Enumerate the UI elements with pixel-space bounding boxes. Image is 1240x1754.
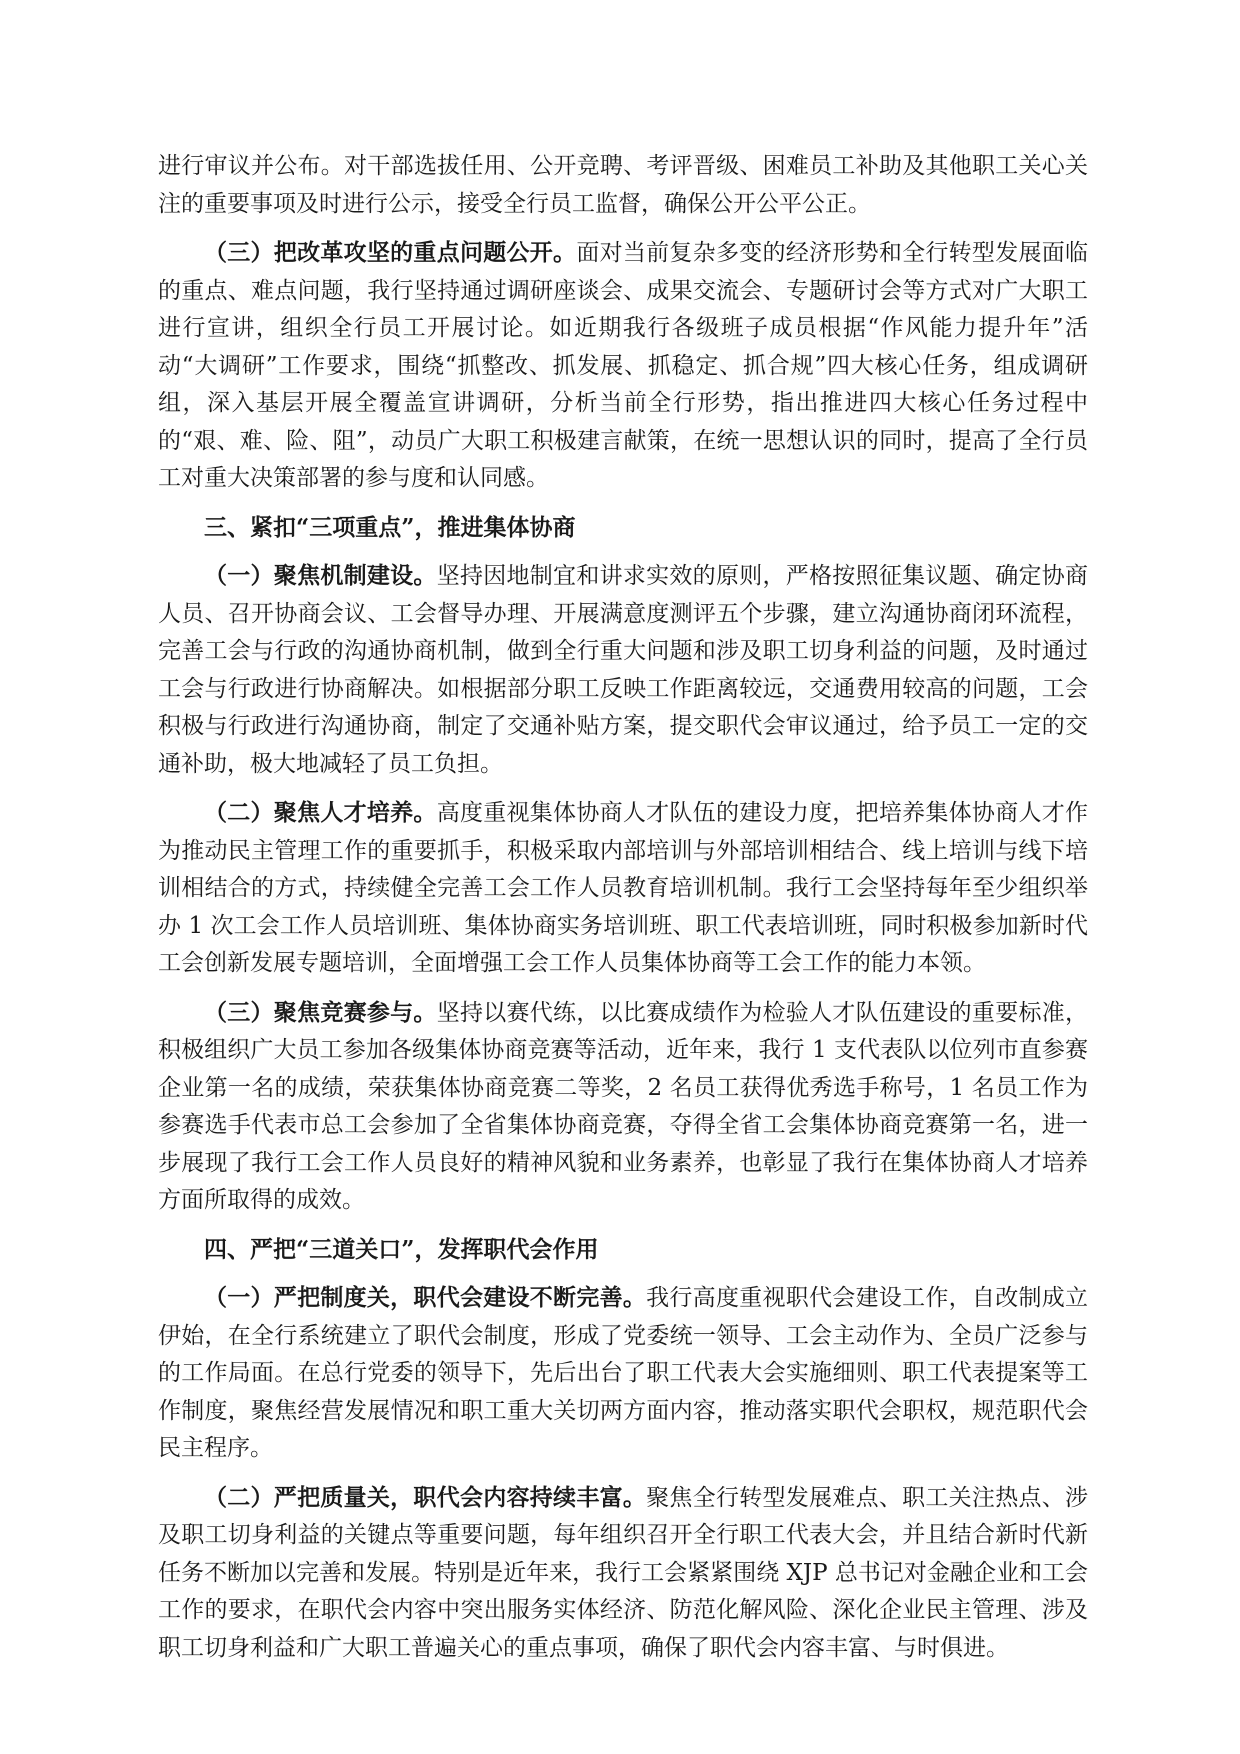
section-heading-4-text: 四、严把“三道关口”，发挥职代会作用 (204, 1235, 599, 1263)
paragraph-4-1 (158, 1279, 1088, 1468)
paragraph-3-3 (158, 994, 1088, 1220)
paragraph-3-2 (158, 794, 1088, 983)
paragraph-2 (158, 234, 1088, 498)
paragraph-4-1-text: 我行高度重视职代会建设工作，自改制成立伊始，在全行系统建立了职代会制度，形成了党委统一领导、工会主动作为、全员广泛参与的工作局面。在总行党委的领导下，先后出台了职工代表大会实施细则、职工代表提案等工作制度，聚焦经营发展情况和职工重大关切两方面内容，推动落实职代会职权，规范职代会民主程序。 (158, 1285, 1089, 1461)
paragraph-3-1-text: 坚持因地制宜和讲求实效的原则，严格按照征集议题、确定协商人员、召开协商会议、工会督导办理、开展满意度测评五个步骤，建立沟通协商闭环流程，完善工会与行政的沟通协商机制，做到全行重大问题和涉及职工切身利益的问题，及时通过工会与行政进行协商解决。如根据部分职工反映工作距离较远，交通费用较高的问题，工会积极与行政进行沟通协商，制定了交通补贴方案，提交职代会审议通过，给予员工一定的交通补助，极大地减轻了员工负担。 (158, 563, 1089, 777)
paragraph-4-2-lead: （二）严把质量关，职代会内容持续丰富。 (204, 1483, 647, 1511)
document-page (158, 148, 1088, 1678)
paragraph-1 (158, 148, 1088, 223)
section-heading-3 (158, 509, 1088, 547)
paragraph-2-text: 面对当前复杂多变的经济形势和全行转型发展面临的重点、难点问题，我行坚持通过调研座谈会、成果交流会、专题研讨会等方式对广大职工进行宣讲，组织全行员工开展讨论。如近期我行各级班子成员根据“作风能力提升年”活动“大调研”工作要求，围绕“抓整改、抓发展、抓稳定、抓合规”四大核心任务，组成调研组，深入基层开展全覆盖宣讲调研，分析当前全行形势，指出推进四大核心任务过程中的“艰、难、险、阻”，动员广大职工积极建言献策，在统一思想认识的同时，提高了全行员工对重大决策部署的参与度和认同感。 (158, 240, 1089, 491)
section-heading-3-text: 三、紧扣“三项重点”，推进集体协商 (204, 513, 576, 541)
paragraph-3-3-lead: （三）聚焦竞赛参与。 (204, 998, 437, 1026)
paragraph-1-text: 进行审议并公布。对干部选拔任用、公开竞聘、考评晋级、困难员工补助及其他职工关心关注的重要事项及时进行公示，接受全行员工监督，确保公开公平公正。 (158, 153, 1088, 217)
paragraph-3-2-lead: （二）聚焦人才培养。 (204, 799, 437, 826)
paragraph-3-3-text: 坚持以赛代练，以比赛成绩作为检验人才队伍建设的重要标准，积极组织广大员工参加各级集体协商竞赛等活动，近年来，我行 1 支代表队以位列市直参赛企业第一名的成绩，荣获集体协商竞赛二等奖，2 名员工获得优秀选手称号，1 名员工作为参赛选手代表市总工会参加了全省集体协商竞赛，夺得全省工会集体协商竞赛第一名，进一步展现了我行工会工作人员良好的精神风貌和业务素养，也彰显了我行在集体协商人才培养方面所取得的成效。 (158, 999, 1089, 1213)
paragraph-4-1-lead: （一）严把制度关，职代会建设不断完善。 (204, 1284, 647, 1311)
paragraph-4-2 (158, 1479, 1088, 1668)
paragraph-3-1-lead: （一）聚焦机制建设。 (204, 562, 437, 589)
paragraph-4-2-text: 聚焦全行转型发展难点、职工关注热点、涉及职工切身利益的关键点等重要问题，每年组织召开全行职工代表大会，并且结合新时代新任务不断加以完善和发展。特别是近年来，我行工会紧紧围绕 XJP 总书记对金融企业和工会工作的要求，在职代会内容中突出服务实体经济、防范化解风险、深化企业民主管理、涉及职工切身利益和广大职工普遍关心的重点事项，确保了职代会内容丰富、与时俱进。 (158, 1484, 1089, 1661)
paragraph-2-lead: （三）把改革攻坚的重点问题公开。 (204, 239, 577, 266)
section-heading-4 (158, 1231, 1088, 1269)
paragraph-3-2-text: 高度重视集体协商人才队伍的建设力度，把培养集体协商人才作为推动民主管理工作的重要抓手，积极采取内部培训与外部培训相结合、线上培训与线下培训相结合的方式，持续健全完善工会工作人员教育培训机制。我行工会坚持每年至少组织举办 1 次工会工作人员培训班、集体协商实务培训班、职工代表培训班，同时积极参加新时代工会创新发展专题培训，全面增强工会工作人员集体协商等工会工作的能力本领。 (158, 800, 1089, 976)
paragraph-3-1 (158, 557, 1088, 783)
